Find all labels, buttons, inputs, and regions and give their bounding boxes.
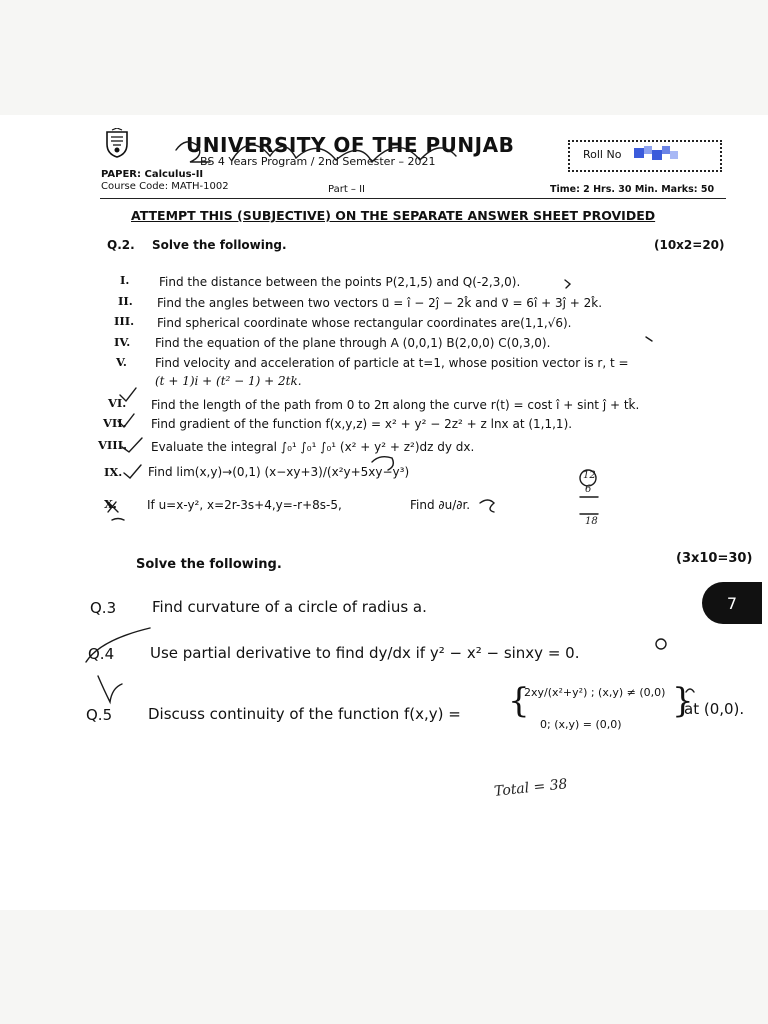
roll-number-label: Roll No — [583, 148, 622, 161]
handwritten-tally: 18 — [585, 516, 598, 527]
q5-right-brace: } — [672, 681, 694, 721]
q5-text: Discuss continuity of the function f(x,y) = — [148, 705, 461, 723]
q2-item-number: I. — [120, 273, 130, 287]
q2-item-number: IX. — [104, 465, 123, 479]
q2-item-number: X. — [104, 497, 117, 511]
q2-item-number: VII. — [103, 416, 127, 430]
university-name: UNIVERSITY OF THE PUNJAB — [186, 133, 515, 157]
q2-item-number: V. — [116, 355, 127, 369]
q3-text: Find curvature of a circle of radius a. — [152, 598, 427, 616]
q2-item-text: Find the length of the path from 0 to 2π along the curve r(t) = cost î + sint ĵ + tk̂. — [151, 398, 640, 412]
q3-number: Q.3 — [90, 599, 117, 617]
q2-number: Q.2. — [107, 238, 135, 252]
course-code: Course Code: MATH-1002 — [101, 181, 229, 192]
program-line: BS 4 Years Program / 2nd Semester – 2021 — [200, 155, 436, 168]
q2-item-text: If u=x-y², x=2r-3s+4,y=-r+8s-5, — [147, 498, 342, 512]
q5-tail: at (0,0). — [684, 700, 745, 718]
q2-item-number: III. — [114, 314, 135, 328]
q2-item-text: Evaluate the integral ∫₀¹ ∫₀¹ ∫₀¹ (x² + y² + z²)dz dy dx. — [151, 440, 475, 454]
q5-number: Q.5 — [86, 706, 113, 724]
instruction-heading: ATTEMPT THIS (SUBJECTIVE) ON THE SEPARATE ANSWER SHEET PROVIDED — [131, 208, 656, 223]
part2-marks: (3x10=30) — [676, 551, 753, 566]
q2-item-text: Find spherical coordinate whose rectangular coordinates are(1,1,√6). — [157, 316, 572, 330]
part-label: Part – II — [328, 184, 365, 195]
q4-number: Q.4 — [88, 645, 115, 663]
q2-item-text: Find the equation of the plane through A (0,0,1) B(2,0,0) C(0,3,0). — [155, 336, 551, 350]
q2-item-text: Find gradient of the function f(x,y,z) = x² + y² − 2z² + z lnx at (1,1,1). — [151, 417, 573, 431]
part2-title: Solve the following. — [136, 557, 282, 572]
q2-x-find: Find ∂u/∂r. — [410, 498, 471, 512]
q5-left-brace: { — [508, 681, 530, 721]
handwritten-total: Total = 38 — [493, 776, 569, 800]
handwritten-tally: 12 — [583, 470, 596, 481]
q2-item-text: Find velocity and acceleration of particle at t=1, whose position vector is r, t = — [155, 356, 629, 370]
handwritten-tally: 6 — [585, 484, 592, 495]
q2-item-text: Find the angles between two vectors u⃗ = î − 2ĵ − 2k̂ and v⃗ = 6î + 3ĵ + 2k̂. — [157, 296, 603, 310]
q5-case-1: 2xy/(x²+y²) ; (x,y) ≠ (0,0) — [524, 686, 666, 699]
page-count-badge: 7 — [702, 582, 762, 624]
time-and-marks: Time: 2 Hrs. 30 Min. Marks: 50 — [550, 184, 715, 195]
paper-title: PAPER: Calculus-II — [101, 169, 204, 180]
q2-item-number: IV. — [114, 335, 131, 349]
q2-item-number: VI. — [108, 396, 127, 410]
q5-case-2: 0; (x,y) = (0,0) — [540, 718, 622, 731]
q2-marks: (10x2=20) — [654, 238, 725, 252]
q4-text: Use partial derivative to find dy/dx if y² − x² − sinxy = 0. — [150, 644, 580, 662]
q2-item-continuation: (t + 1)i + (t² − 1) + 2tk. — [155, 374, 302, 388]
q2-item-number: II. — [118, 294, 133, 308]
q2-title: Solve the following. — [152, 238, 287, 252]
q2-item-number: VIII. — [98, 438, 128, 452]
q2-item-text: Find the distance between the points P(2,1,5) and Q(-2,3,0). — [159, 275, 521, 289]
q2-item-text: Find lim(x,y)→(0,1) (x−xy+3)/(x²y+5xy−y³) — [148, 465, 410, 479]
